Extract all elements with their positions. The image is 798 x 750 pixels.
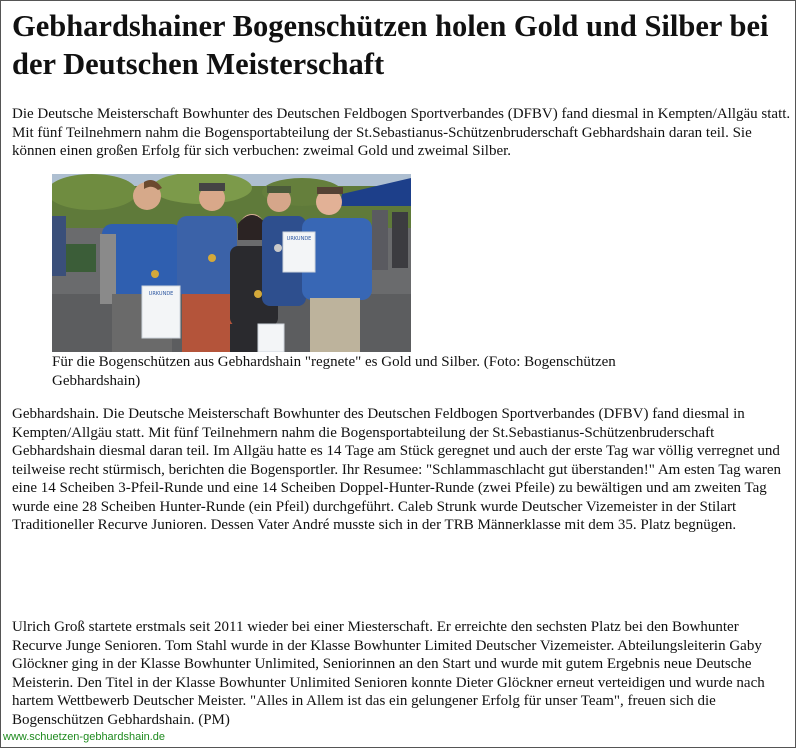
certificate-label-2: URKUNDE <box>286 236 312 242</box>
website-link[interactable]: www.schuetzen-gebhardshain.de <box>3 731 166 743</box>
photo-caption: Für die Bogenschützen aus Gebhardshain "regnete" es Gold und Silber. (Foto: Bogenschützen Gebhardshain) <box>52 354 616 389</box>
article-body-1: Gebhardshain. Die Deutsche Meisterschaft Bowhunter des Deutschen Feldbogen Sportverbandes (DFBV) fand diesmal in Kempten/Allgäu statt. Mit fünf Teilnehmern nahm die Bogensportabteilung der St.Sebastianus-Schützenbruderschaft Gebhardshain diesmal daran teil. Im Allgäu hatte es 14 Tage am Stück geregnet und auch der erste Tag war völlig verregnet und teilweise recht stürmisch, berichten die Bogensportler. Ihr Resumee: "Schlammaschlacht gut überstanden!" Am esten Tag waren eine 14 Scheiben 3-Pfeil-Runde und eine 14 Scheiben Doppel-Hunter-Runde (zwei Pfeile) zu bewältigen und am zweiten Tag wurde eine 28 Scheiben Hunter-Runde (ein Pfeil) durchgeführt. Caleb Strunk wurde Deutscher Vizemeister in der Stilart Traditioneller Recurve Junioren. Dessen Vater André musste sich in der TRB Männerklasse mit dem 35. Platz begnügen. <box>12 406 782 533</box>
article-title: Gebhardshainer Bogenschützen holen Gold und Silber bei der Deutschen Meisterschaft <box>12 9 769 81</box>
certificate-label-1: URKUNDE <box>148 291 174 297</box>
team-photo <box>52 174 411 352</box>
article-intro: Die Deutsche Meisterschaft Bowhunter des Deutschen Feldbogen Sportverbandes (DFBV) fand diesmal in Kempten/Allgäu statt. Mit fünf Teilnehmern nahm die Bogensportabteilung der St.Sebastianus-Schützenbruderschaft Gebhardshain daran teil. Sie können einen großen Erfolg für sich verbuchen: zweimal Gold und zweimal Silber. <box>12 106 791 159</box>
team-photo-illustration <box>52 174 411 352</box>
article-body-2: Ulrich Groß startete erstmals seit 2011 wieder bei einer Miesterschaft. Er erreichte den sechsten Platz bei den Bowhunter Recurve Junge Senioren. Tom Stahl wurde in der Klasse Bowhunter Limited Deutscher Vizemeister. Abteilungsleiterin Gaby Glöckner ging in der Klasse Bowhunter Unlimited, Seniorinnen an den Start und wurde mit gutem Ergebnis neue Deutsche Meisterin. Den Titel in der Klasse Bowhunter Unlimited Senioren konnte Dieter Glöckner erneut verteidigen und wurde nach hartem Wettbewerb Deutscher Meister. "Alles in Allem ist das ein gelungener Erfolg für unser Team", freuen sich die Bogenschützen Gebhardshain. (PM) <box>12 619 765 728</box>
